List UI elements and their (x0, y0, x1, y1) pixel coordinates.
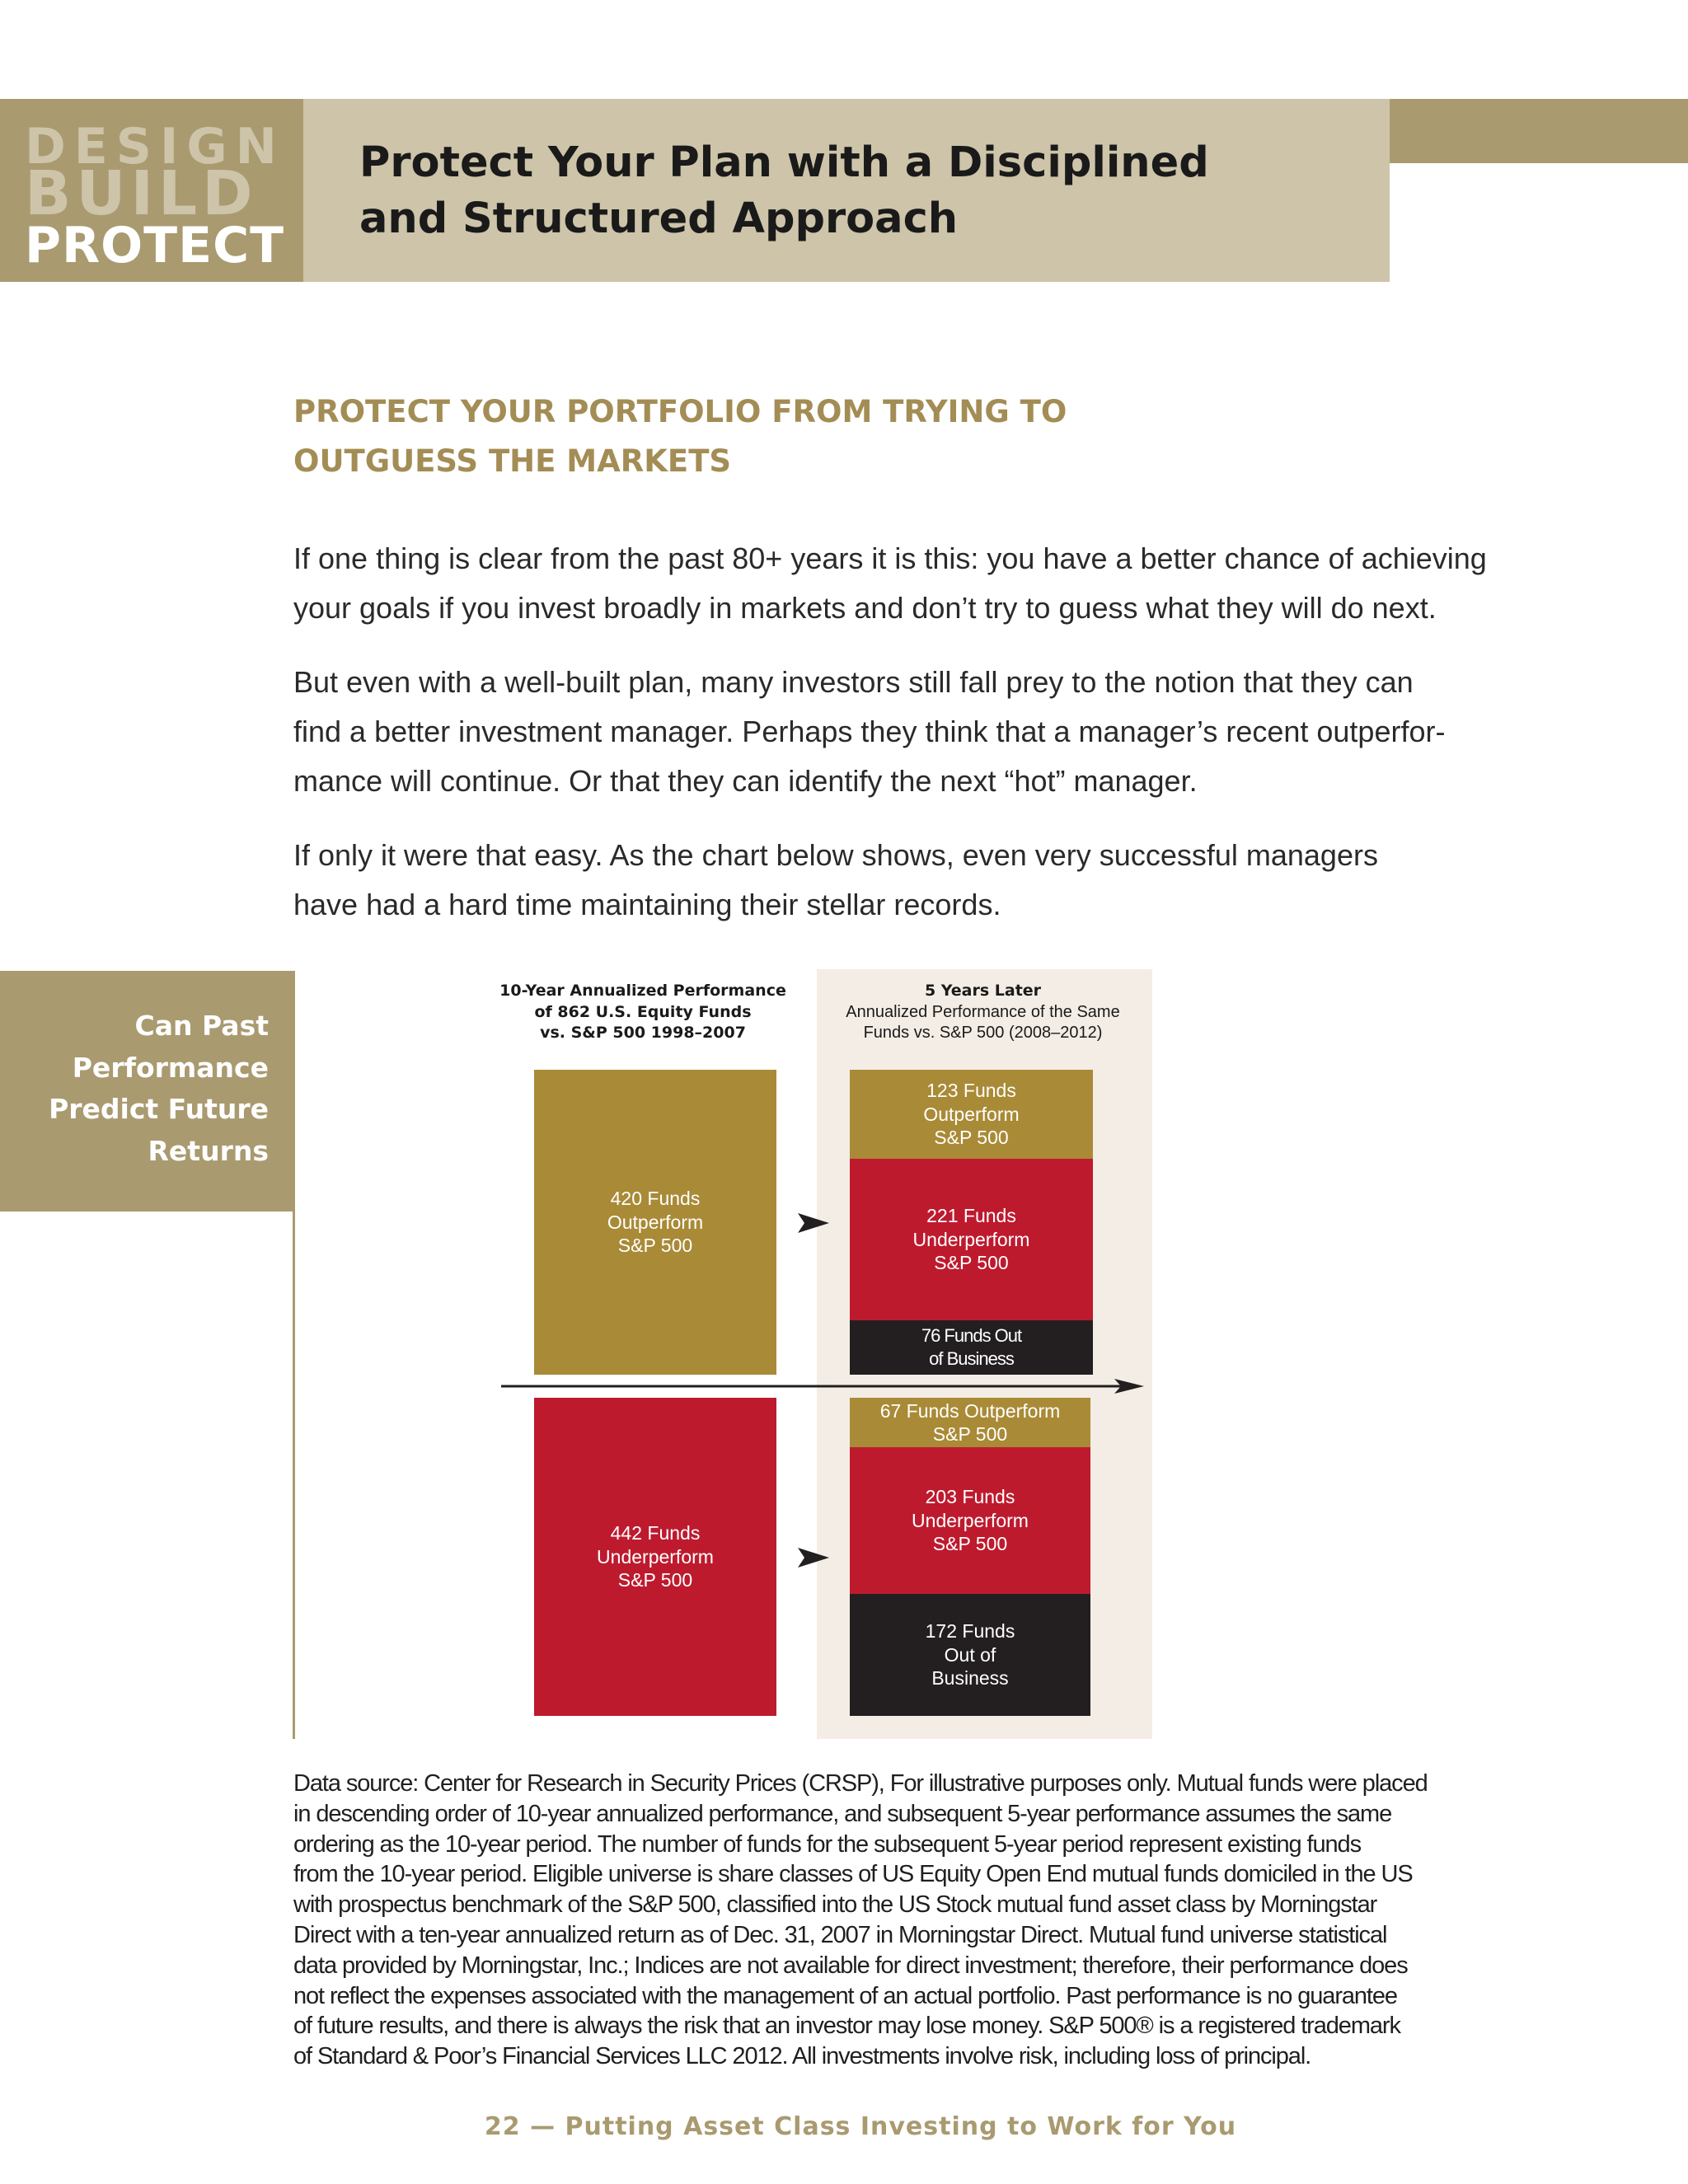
footnote-line: ordering as the 10-year period. The number of funds for the subsequent 5-year period represent existing funds (293, 1830, 1361, 1858)
block-line: 442 Funds (610, 1522, 701, 1544)
sidebar-line: Can Past (134, 1010, 269, 1042)
block-line: S&P 500 (617, 1235, 693, 1257)
sidebar-line: Performance (72, 1051, 269, 1084)
footnote-line: data provided by Morningstar, Inc.; Indices are not available for direct investment; therefore, their performance does (293, 1952, 1408, 1979)
brand-build: BUILD (25, 158, 258, 229)
paragraph-line: your goals if you invest broadly in markets and don’t try to guess what they will do next. (293, 591, 1437, 625)
brand-protect: PROTECT (25, 217, 285, 274)
block-line: S&P 500 (617, 1569, 693, 1591)
chart-heading-line: Funds vs. S&P 500 (2008–2012) (863, 1024, 1103, 1042)
block-line: Underperform (597, 1545, 714, 1568)
page-title-line: and Structured Approach (359, 194, 959, 243)
sidebar-line: Predict Future (49, 1093, 269, 1125)
footnote-line: with prospectus benchmark of the S&P 500, classified into the US Stock mutual fund asset class by Morningstar (293, 1891, 1377, 1919)
page-footer: 22 — Putting Asset Class Investing to Work for You (484, 2112, 1237, 2141)
paragraph-line: mance will continue. Or that they can identify the next “hot” manager. (293, 764, 1198, 798)
block-line: 67 Funds Outperform (879, 1399, 1061, 1422)
block-line: Business (931, 1667, 1009, 1690)
footnote-line: in descending order of 10-year annualized performance, and subsequent 5-year performance assumes the same (293, 1800, 1392, 1827)
paragraph-line: find a better investment manager. Perhaps they think that a manager’s recent outperfor- (293, 715, 1446, 748)
block-line: Outperform (607, 1211, 704, 1233)
block-line: Outperform (923, 1103, 1020, 1125)
block-line: 221 Funds (926, 1205, 1016, 1227)
block-line: S&P 500 (932, 1423, 1008, 1445)
paragraph-line: have had a hard time maintaining their stellar records. (293, 888, 1001, 921)
footnote-line: from the 10-year period. Eligible universe is share classes of US Equity Open End mutual funds domiciled in the US (293, 1861, 1413, 1888)
footnote-line: of future results, and there is always the risk that an investor may lose money. S&P 500® is a registered trademark (293, 2013, 1400, 2040)
footnote-line: not reflect the expenses associated with the management of an actual portfolio. Past performance is no guarantee (293, 1982, 1397, 2009)
block-line: Out of (944, 1643, 996, 1666)
chart-heading-line: of 862 U.S. Equity Funds (534, 1002, 752, 1021)
chart-heading-line: vs. S&P 500 1998–2007 (540, 1024, 746, 1042)
chart-heading-line: Annualized Performance of the Same (846, 1002, 1120, 1021)
footnote-line: Direct with a ten-year annualized return as of Dec. 31, 2007 in Morningstar Direct. Mutual fund universe statistical (293, 1921, 1387, 1948)
block-line: 76 Funds Out (921, 1325, 1022, 1346)
brand-design: DESIGN (25, 118, 285, 176)
block-line: Underperform (912, 1509, 1029, 1531)
chart-heading-line: 10-Year Annualized Performance (499, 982, 786, 1000)
block-line: S&P 500 (934, 1127, 1009, 1149)
sidebar-line: Returns (148, 1134, 269, 1167)
footnote-line: Data source: Center for Research in Security Prices (CRSP), For illustrative purposes only. Mutual funds were placed (293, 1770, 1428, 1797)
arrow-right-icon (798, 1213, 829, 1233)
block-line: S&P 500 (934, 1252, 1009, 1274)
paragraph-line: If one thing is clear from the past 80+ years it is this: you have a better chance of achieving (293, 541, 1487, 575)
page-title-line: Protect Your Plan with a Disciplined (359, 138, 1209, 187)
paragraph-line: If only it were that easy. As the chart below shows, even very successful managers (293, 838, 1378, 872)
block-line: 203 Funds (925, 1486, 1015, 1508)
arrow-right-icon (798, 1548, 829, 1568)
block-line: of Business (929, 1348, 1014, 1369)
block-line: 172 Funds (925, 1620, 1015, 1643)
block-line: 420 Funds (610, 1188, 701, 1210)
section-heading-line: OUTGUESS THE MARKETS (293, 443, 732, 479)
block-line: Underperform (912, 1228, 1030, 1250)
footnote (293, 1769, 1428, 2072)
block-line: 123 Funds (926, 1080, 1016, 1102)
paragraph-line: But even with a well-built plan, many investors still fall prey to the notion that they can (293, 665, 1414, 699)
footnote-line: of Standard & Poor’s Financial Services LLC 2012. All investments involve risk, including loss of principal. (293, 2043, 1311, 2070)
section-heading-line: PROTECT YOUR PORTFOLIO FROM TRYING TO (293, 394, 1067, 429)
block-line: S&P 500 (932, 1533, 1008, 1555)
chart-heading-line: 5 Years Later (924, 982, 1042, 1000)
